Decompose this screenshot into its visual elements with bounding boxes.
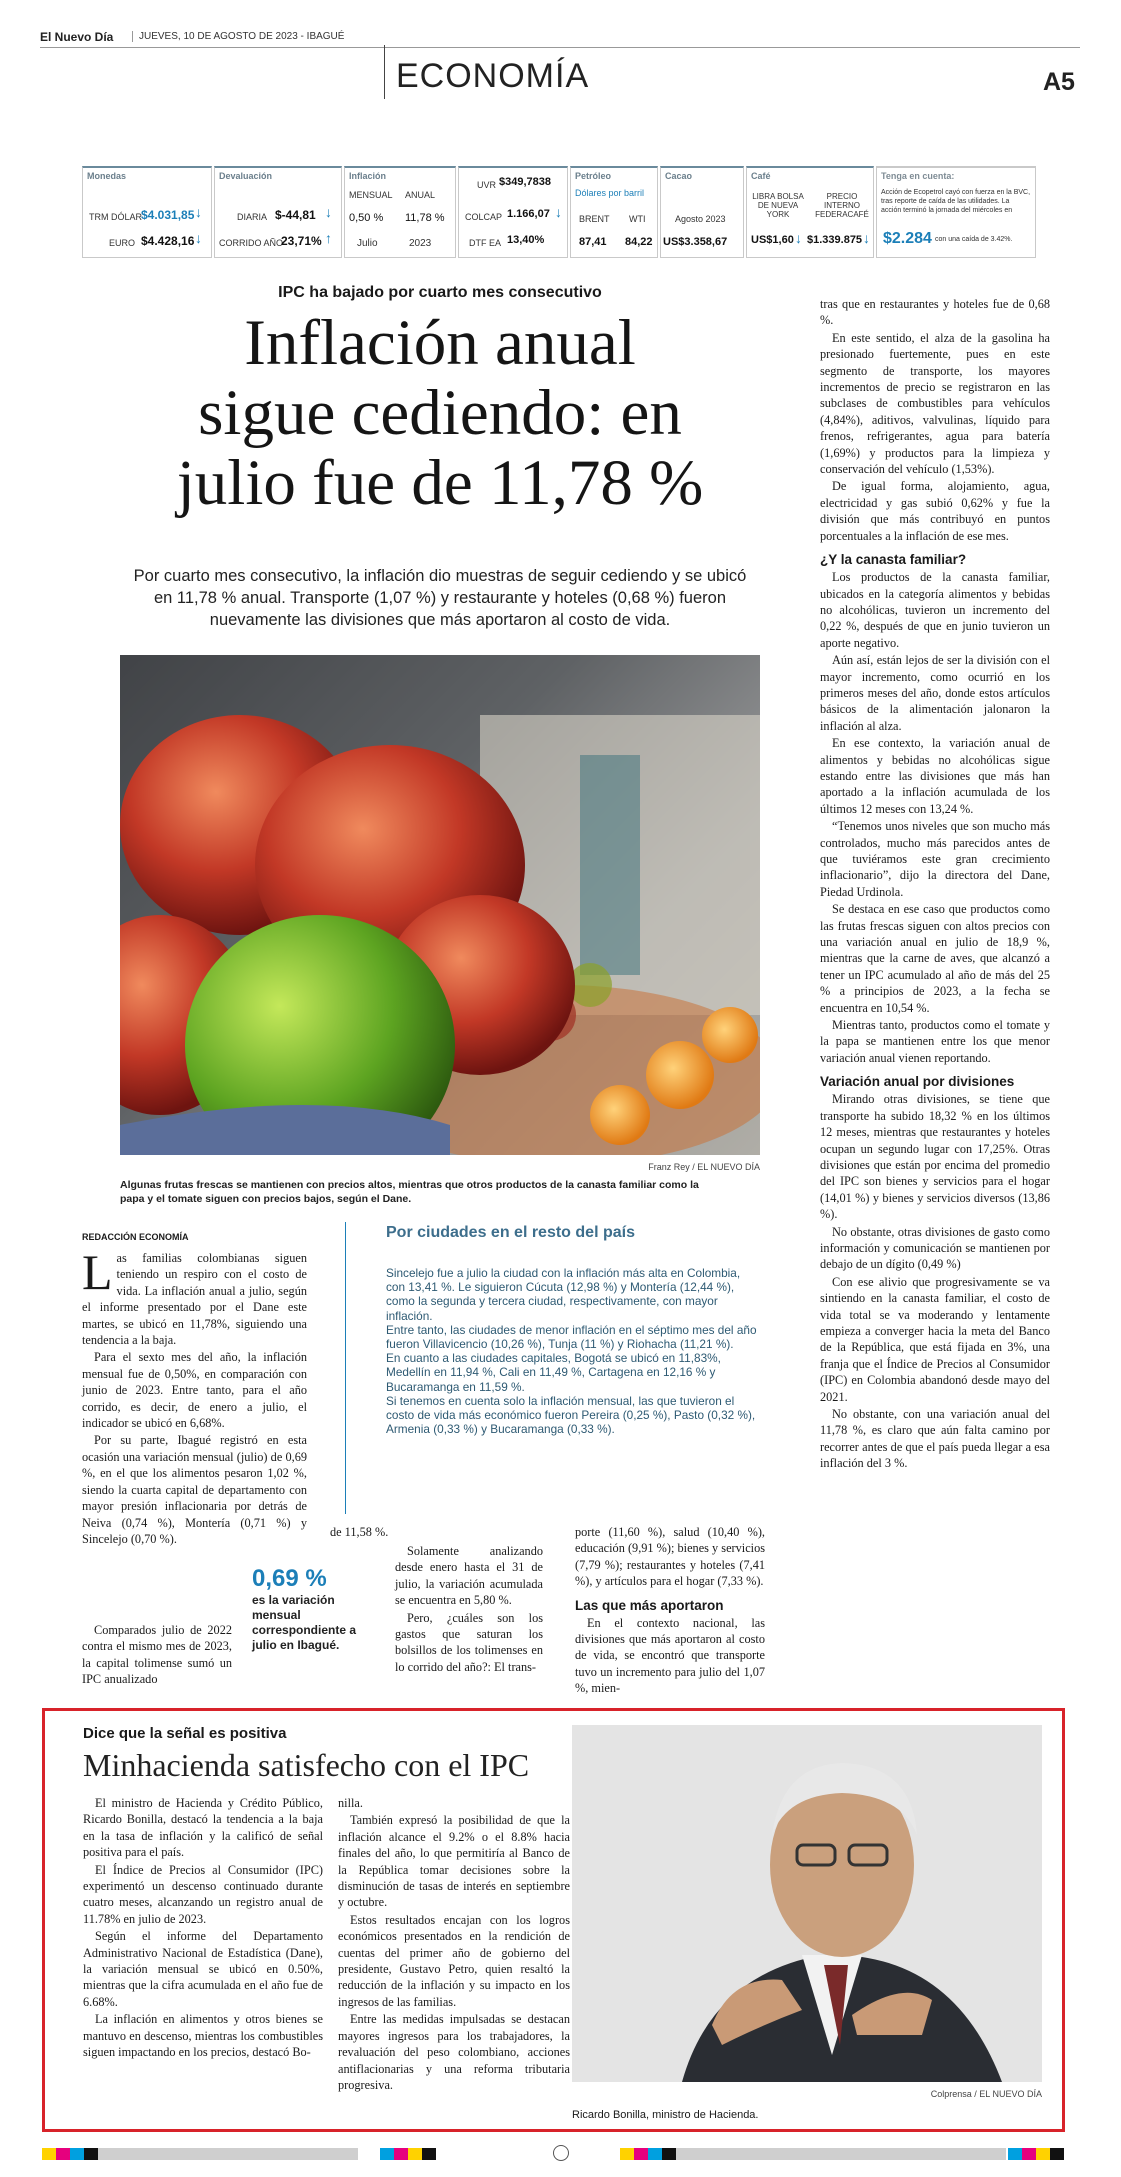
body-column-right <box>820 296 1050 1473</box>
market-cacao <box>660 166 744 258</box>
uvr-value: $349,7838 <box>499 176 551 188</box>
dtf-label: DTF EA <box>469 238 502 248</box>
market-petroleo <box>570 166 658 258</box>
market-tenga <box>876 166 1036 258</box>
body-paragraph: El ministro de Hacienda y Crédito Público, Ricardo Bonilla, destacó la tendencia a la baja en la tasa de inflación y la calificó de señal positiva para el país. <box>83 1796 323 1860</box>
sidebar-photo-credit: Colprensa / EL NUEVO DÍA <box>930 2089 1042 2099</box>
body-paragraph: Por su parte, Ibagué registró en esta ocasión una variación mensual (julio) de 0,69 %, en el que los alimentos pesaron 1,02 %, siendo la cuarta capital de departamento con mayor presión inflacionaria por detrás de Neiva (0,74 %), Montería (0,71 %) y Sincelejo (0,70 %). <box>82 1433 307 1546</box>
mensual-label: MENSUAL <box>349 190 393 200</box>
sidebar-kicker: Dice que la señal es positiva <box>83 1725 287 1742</box>
color-patch <box>648 2148 662 2160</box>
color-patch <box>42 2148 56 2160</box>
market-indices <box>458 166 568 258</box>
color-patch <box>662 2148 676 2160</box>
euro-value: $4.428,16 <box>141 234 195 248</box>
body-column-1 <box>82 1244 307 1548</box>
wti-label: WTI <box>629 214 646 224</box>
body-paragraph: No obstante, otras divisiones de gasto como información y comunicación se mantienen por debajo de un dígito (0,49 %) <box>820 1224 1050 1272</box>
color-patch <box>1008 2148 1022 2160</box>
sidebar-box <box>42 1708 1065 2132</box>
body-paragraph: En el contexto nacional, las divisiones que más aportaron al costo de vida, se encontró que transporte tuvo un incremento para julio del 1,07 %, mien- <box>575 1615 765 1696</box>
bolsa-value: US$1,60 <box>751 234 794 246</box>
body-paragraph: Aún así, están lejos de ser la división con el mayor incremento, como ocurrió en los primeros meses del año, donde estos artículos básicos de la alimentación jalonaron la inflación al alza. <box>820 653 1050 733</box>
trm-value: $4.031,85 <box>141 208 195 222</box>
wti-value: 84,22 <box>625 236 653 248</box>
body-paragraph: De igual forma, alojamiento, agua, electricidad y gas subió 0,62% y fue la división que más contribuyó en puntos porcentuales a la inflación de ese mes. <box>820 479 1050 543</box>
color-patch <box>56 2148 70 2160</box>
subheading: Variación anual por divisiones <box>820 1074 1015 1090</box>
body-paragraph: Se destaca en ese caso que productos como las frutas frescas siguen con altos precios con una variación anual en julio de 18,9 %, mientras que la carne de aves, que alcanzó a tener un IPC acumulado al año de más del 25 % a principios de 2023, a la fecha se encuentra en 10,54 %. <box>820 902 1050 1015</box>
photo-caption: Algunas frutas frescas se mantienen con precios altos, mientras que otros productos de la canasta familiar como la papa y el tomate siguen con precios bajos, según el Dane. <box>120 1179 699 1205</box>
anual-label: ANUAL <box>405 190 436 200</box>
devaluacion-title: Devaluación <box>219 171 273 181</box>
cacao-period: Agosto 2023 <box>675 214 726 224</box>
inflacion-title: Inflación <box>349 171 387 181</box>
tenga-text: Acción de Ecopetrol cayó con fuerza en la BVC, tras reporte de caída de las utilidades. La acción terminó la jornada del miércoles en <box>881 189 1031 214</box>
mensual-value: 0,50 % <box>349 212 384 224</box>
fruit-photo <box>120 655 760 1155</box>
market-cafe <box>746 166 874 258</box>
subheading: Las que más aportaron <box>575 1597 724 1613</box>
minister-photo <box>572 1725 1042 2082</box>
body-paragraph: El Índice de Precios al Consumidor (IPC) experimentó un descenso continuado durante cuatro meses, alcanzando un registro anual de 11.78% en julio de 2023. <box>83 1862 323 1926</box>
sidebar-headline: Minhacienda satisfecho con el IPC <box>83 1747 530 1783</box>
dateline: JUEVES, 10 DE AGOSTO DE 2023 - IBAGUÉ <box>132 31 344 42</box>
body-paragraph: tras que en restaurantes y hoteles fue de 0,68 %. <box>820 297 1050 328</box>
diaria-value: $-44,81 <box>275 208 316 222</box>
arrow-up-icon: ↑ <box>325 232 332 247</box>
body-paragraph: “Tenemos unos niveles que son mucho más controlados, mucho más parecidos antes de que tuviéramos este gran crecimiento inflacionario”, dijo la directora del Dane, Piedad Urdinola. <box>820 819 1050 899</box>
body-paragraph: Entre las medidas impulsadas se destacan mayores ingresos para los trabajadores, la revaluación del peso colombiano, acciones antiflacionarias y una reforma tributaria progresiva. <box>338 2012 570 2092</box>
body-column-1-end <box>82 1622 232 1689</box>
color-patch <box>1036 2148 1050 2160</box>
body-paragraph: Con ese alivio que progresivamente se va sintiendo en la canasta familiar, el costo de vida total se va moderando y lentamente empieza a converger hacia la meta del Banco de la República, que está fijada en 3%, una franja que el Índice de Precios al Consumidor (IPC) en Colombia abandonó desde mayo del 2021. <box>820 1274 1050 1404</box>
trm-label: TRM DÓLAR <box>89 212 143 222</box>
cacao-value: US$3.358,67 <box>663 236 728 248</box>
body-paragraph: Según el informe del Departamento Administrativo Nacional de Estadística (Dane), la variación mensual se ubicó en 0.50%, mientras que la cifra acumulada en el año fue de 6.68%. <box>83 1929 323 2009</box>
body-paragraph: Comparados julio de 2022 contra el mismo mes de 2023, la capital tolimense sumó un IPC anualizado <box>82 1623 232 1687</box>
photo-credit: Franz Rey / EL NUEVO DÍA <box>648 1162 760 1172</box>
color-patch <box>676 2148 1006 2160</box>
masthead <box>40 28 1080 48</box>
paragraph-text: as familias colombianas siguen teniendo un respiro con el costo de vida. La inflación anual a julio, según el informe presentado por el Dane este martes, se ubicó en 11,78%, siguiendo una tendencia a la baja. <box>82 1251 307 1348</box>
diaria-label: DIARIA <box>237 212 268 222</box>
box-paragraph: Sincelejo fue a julio la ciudad con la inflación más alta en Colombia, con 13,41 %. Le siguieron Cúcuta (12,98 %) y Montería (12,44 %), como la segunda y tercera ciudad, respectivamente, con mayor inflación. <box>386 1266 741 1323</box>
subheading: ¿Y la canasta familiar? <box>820 552 967 568</box>
headline-line-2: sigue cediendo: en <box>198 377 682 449</box>
logo: El Nuevo Día <box>40 30 114 44</box>
color-patch <box>422 2148 436 2160</box>
pullquote-value: 0,69 % <box>252 1565 327 1592</box>
sidebar-column-2 <box>338 1795 570 2094</box>
byline: REDACCIÓN ECONOMÍA <box>82 1232 189 1242</box>
body-paragraph: La inflación en alimentos y otros bienes se mantuvo en descenso, mientras los combustibles siguen impactando en los precios, destacó Bo- <box>83 2012 323 2060</box>
body-paragraph: Mirando otras divisiones, se tiene que transporte ha subido 18,32 % en los últimos 12 meses, mientras que restaurantes y hoteles ocupan un segundo lugar con 17,25%. Otras divisiones que están por encima del promedio del IPC son bienes y servicios para el hogar (14,01 %) y bienes y servicios diversos (13,86 %). <box>820 1092 1050 1222</box>
tenga-title: Tenga en cuenta: <box>881 171 955 181</box>
body-paragraph: Los productos de la canasta familiar, ubicados en la categoría alimentos y bebidas no alcohólicas, tuvieron un incremento del 0,22 %, después de que en junio tuvieron un aporte negativo. <box>820 570 1050 650</box>
interno-value: $1.339.875 <box>807 234 863 246</box>
body-paragraph: Para el sexto mes del año, la inflación mensual fue de 0,50%, en comparación con junio de 2023. Entre tanto, para el año corrido, es decir, de enero a julio, el indicador se ubicó en 6,68%. <box>82 1350 307 1431</box>
article-deck: Por cuarto mes consecutivo, la inflación dio muestras de seguir cediendo y se ubicó en 11,78 % anual. Transporte (1,07 %) y restaurante y hoteles (0,68 %) fueron nuevamente las divisiones que más aportaron al costo de vida. <box>133 567 747 629</box>
sidebar-column-1 <box>83 1795 323 2062</box>
section-divider <box>384 45 385 99</box>
body-paragraph: En este sentido, el alza de la gasolina ha presionado fuertemente, pues en este segmento de transporte, los mayores incrementos de precio se registraron en las subclases de combustibles para vehículos (4,84%), aditivos, valvulinas, líquido para frenos, refrigerantes, agua para batería (1,69%) y productos para la limpieza y conservación del vehículo (1,53%). <box>820 330 1050 477</box>
tenga-value: $2.284 <box>883 230 932 247</box>
interno-label: PRECIO INTERNO FEDERACAFÉ <box>815 192 869 219</box>
color-patch <box>84 2148 98 2160</box>
dropcap: L <box>82 1244 113 1300</box>
body-paragraph: nilla. <box>338 1796 363 1810</box>
cafe-title: Café <box>751 171 771 181</box>
color-patch <box>1050 2148 1064 2160</box>
body-column-2-top: de 11,58 %. <box>330 1525 389 1539</box>
dtf-value: 13,40% <box>507 234 545 246</box>
colcap-label: COLCAP <box>465 212 503 222</box>
headline-line-3: julio fue de 11,78 % <box>176 447 704 519</box>
fruit-illustration <box>120 655 760 1155</box>
color-patch <box>394 2148 408 2160</box>
cities-box-title: Por ciudades en el resto del país <box>386 1224 635 1241</box>
body-paragraph: También expresó la posibilidad de que la inflación alcance el 9.2% o el 8.8% hacia finales del año, lo que permitiría al Banco de la República tomar decisiones sobre la disminución de tasas de interés en septiembre y octubre. <box>338 1813 570 1910</box>
color-patch <box>620 2148 634 2160</box>
body-paragraph: porte (11,60 %), salud (10,40 %), educación (9,91 %); bienes y servicios (7,79 %); restaurantes y hoteles (7,41 %), y artículos para el hogar (7,33 %). <box>575 1525 765 1589</box>
box-paragraph: En cuanto a las ciudades capitales, Bogotá se ubicó en 11,83%, Medellín en 11,94 %, Cali en 11,49 %, Cartagena en 12,16 % y Bucaramanga en 11,59 %. <box>386 1351 721 1394</box>
anual-value: 11,78 % <box>405 212 445 224</box>
body-column-2 <box>395 1543 543 1676</box>
body-paragraph: No obstante, con una variación anual del 11,78 %, es claro que aún falta camino por recorrer antes de que el país pueda llegar a esa inflación del 3 %. <box>820 1407 1050 1471</box>
article-kicker: IPC ha bajado por cuarto mes consecutivo <box>278 284 602 301</box>
color-patch <box>634 2148 648 2160</box>
bolsa-label: LIBRA BOLSA DE NUEVA YORK <box>752 192 804 219</box>
sidebar-caption: Ricardo Bonilla, ministro de Hacienda. <box>572 2109 759 2121</box>
euro-label: EURO <box>109 238 136 248</box>
cities-box-body <box>386 1266 758 1436</box>
uvr-label: UVR <box>477 180 497 190</box>
arrow-down-icon: ↓ <box>195 206 202 221</box>
color-patch <box>1022 2148 1036 2160</box>
market-monedas <box>82 166 212 258</box>
colcap-value: 1.166,07 <box>507 208 550 220</box>
registration-mark-icon <box>553 2145 569 2161</box>
box-paragraph: Si tenemos en cuenta solo la inflación mensual, las que tuvieron el costo de vida más económico fueron Pereira (0,25 %), Pasto (0,32 %), Armenia (0,33 %) y Bucaramanga (0,33 %). <box>386 1393 756 1437</box>
pullquote <box>252 1565 382 1653</box>
period-year: 2023 <box>409 238 432 249</box>
period-month: Julio <box>357 238 378 249</box>
color-patch <box>70 2148 84 2160</box>
brent-value: 87,41 <box>579 236 607 248</box>
color-patch <box>380 2148 394 2160</box>
box-paragraph: Entre tanto, las ciudades de menor inflación en el séptimo mes del año fueron Villavicencio (10,26 %), Tunja (11 %) y Riohacha (11,21 %). <box>386 1322 757 1352</box>
arrow-down-icon: ↓ <box>325 206 332 221</box>
arrow-down-icon: ↓ <box>195 232 202 247</box>
body-paragraph: Solamente analizando desde enero hasta el 31 de julio, la variación acumulada se encuentra en 5,80 %. <box>395 1544 543 1608</box>
market-inflacion <box>344 166 456 258</box>
cities-box <box>345 1222 765 1514</box>
body-paragraph <box>82 1244 307 1348</box>
brent-label: BRENT <box>579 214 610 224</box>
arrow-down-icon: ↓ <box>863 232 870 247</box>
cacao-title: Cacao <box>665 171 693 181</box>
article-headline <box>100 308 780 518</box>
market-devaluacion <box>214 166 342 258</box>
body-paragraph: En ese contexto, la variación anual de alimentos y bebidas no alcohólicas sigue estando entre las divisiones que más han aportado a la inflación acumulada de los últimos 12 meses con 13,24 %. <box>820 736 1050 816</box>
section-title: ECONOMÍA <box>396 57 590 95</box>
color-patch <box>98 2148 358 2160</box>
headline-line-1: Inflación anual <box>244 307 636 379</box>
arrow-down-icon: ↓ <box>555 206 562 221</box>
page-number: A5 <box>1043 68 1075 96</box>
monedas-title: Monedas <box>87 171 127 181</box>
pullquote-text: es la variación mensual correspondiente a julio en Ibagué. <box>252 1593 357 1652</box>
body-column-3 <box>575 1524 765 1698</box>
body-paragraph: Pero, ¿cuáles son los gastos que saturan los bolsillos de los tolimenses en lo corrido del año?: El trans- <box>395 1610 543 1674</box>
color-patch <box>408 2148 422 2160</box>
petroleo-title: Petróleo <box>575 171 612 181</box>
petroleo-sub: Dólares por barril <box>575 188 645 198</box>
body-paragraph: Estos resultados encajan con los logros económicos presentados en la rendición de cuentas del primer año de gobierno del presidente, Gustavo Petro, quien resaltó la reducción de la inflación y su impacto en los ingresos de las familias. <box>338 1912 570 2009</box>
body-paragraph: Mientras tanto, productos como el tomate y la papa se mantienen entre los que menor variación anual vienen reportando. <box>820 1018 1050 1065</box>
corrido-value: 23,71% <box>281 234 322 248</box>
arrow-down-icon: ↓ <box>795 232 802 247</box>
minister-illustration <box>572 1725 1042 2082</box>
corrido-label: CORRIDO AÑO <box>219 238 284 248</box>
tenga-tail: con una caída de 3.42%. <box>935 236 1013 243</box>
